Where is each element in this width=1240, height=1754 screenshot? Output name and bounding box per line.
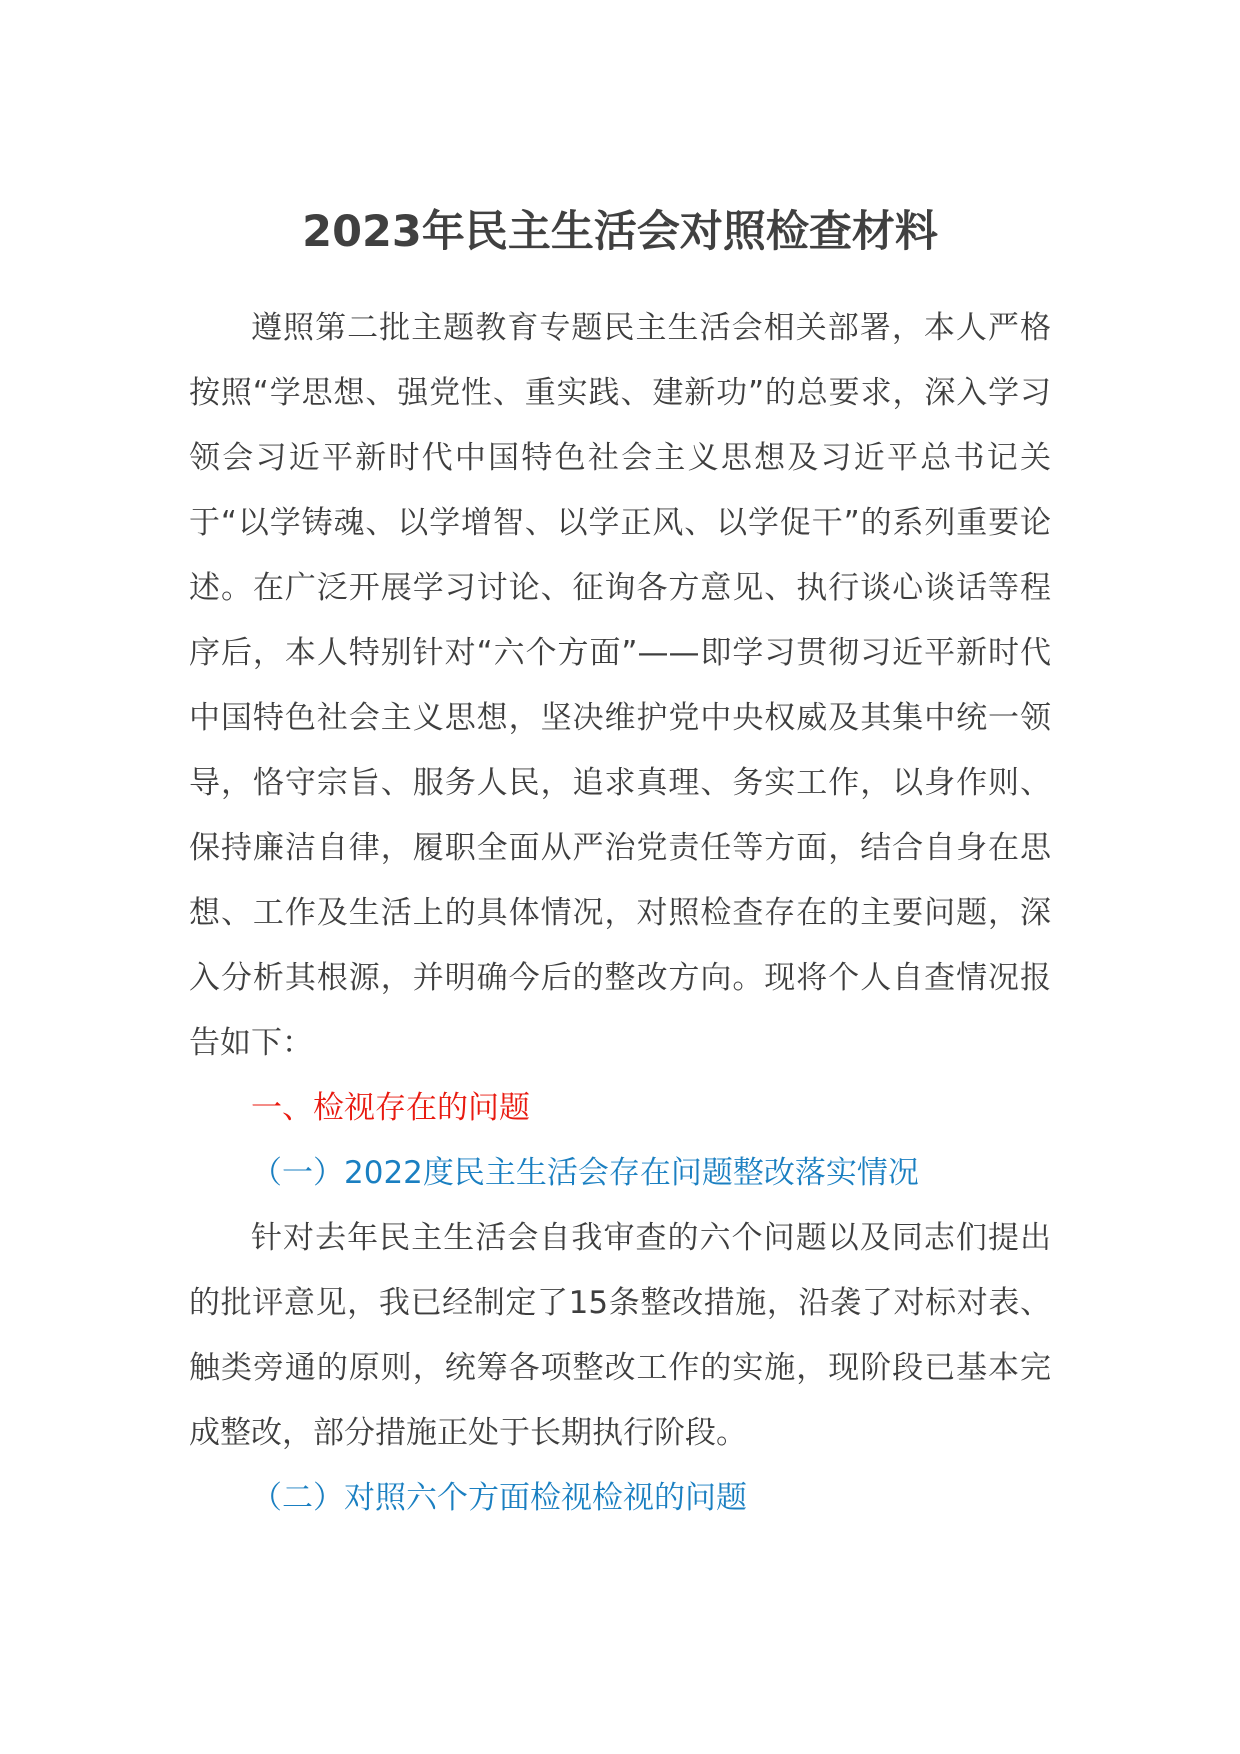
section-heading-1: 一、检视存在的问题	[251, 1090, 530, 1126]
subsection-heading-1: （一）2022度民主生活会存在问题整改落实情况	[251, 1155, 919, 1191]
intro-paragraph: 遵照第二批主题教育专题民主生活会相关部署，本人严格按照“学思想、强党性、重实践、建新功”的总要求，深入学习领会习近平新时代中国特色社会主义思想及习近平总书记关于“以学铸魂、以学增智、以学正风、以学促干”的系列重要论述。在广泛开展学习讨论、征询各方意见、执行谈心谈话等程序后，本人特别针对“六个方面”——即学习贯彻习近平新时代中国特色社会主义思想，坚决维护党中央权威及其集中统一领导，恪守宗旨、服务人民，追求真理、务实工作，以身作则、保持廉洁自律，履职全面从严治党责任等方面，结合自身在思想、工作及生活上的具体情况，对照检查存在的主要问题，深入分析其根源，并明确今后的整改方向。现将个人自查情况报告如下：	[189, 310, 1051, 1061]
document-title: 2023年民主生活会对照检查材料	[302, 207, 938, 257]
subsection-heading-2: （二）对照六个方面检视检视的问题	[251, 1480, 747, 1516]
subsection-1-paragraph: 针对去年民主生活会自我审查的六个问题以及同志们提出的批评意见，我已经制定了15条整改措施，沿袭了对标对表、触类旁通的原则，统筹各项整改工作的实施，现阶段已基本完成整改，部分措施正处于长期执行阶段。	[189, 1220, 1051, 1451]
document-body	[189, 296, 1051, 1531]
